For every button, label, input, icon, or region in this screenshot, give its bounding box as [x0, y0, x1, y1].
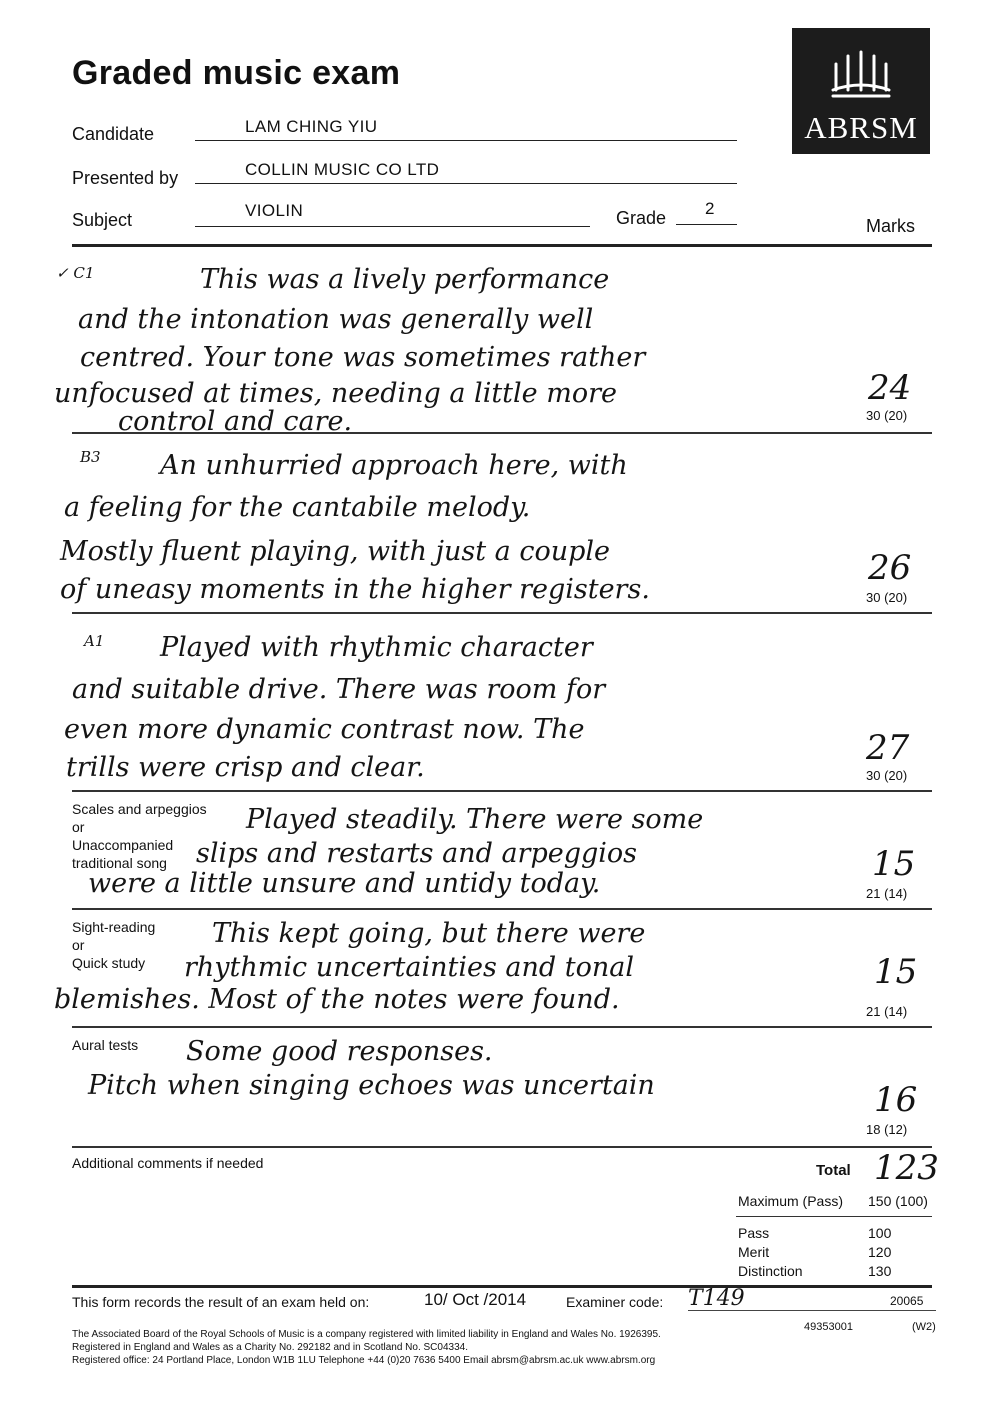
grade-levels-values: [868, 1224, 891, 1281]
footer-divider: [72, 1285, 932, 1288]
comment-line: were a little unsure and untidy today.: [88, 868, 601, 899]
total-label: Total: [816, 1162, 851, 1179]
marks-label: Marks: [866, 216, 915, 236]
section-mark: 15: [874, 952, 918, 992]
legal-text: The Associated Board of the Royal Schools of Music is a company registered with limited liability in England and Wales No. 1926395. Registered in England and Wales as a Charity No. 292182 and in Scotland No. SC04334. Registered office: 24 Portland Place, London W1B 1LU Telephone +44 (0)20 7636 5400 Email abrsm@abrsm.ac.uk www.abrsm.org: [72, 1329, 661, 1366]
additional-comments-label: Additional comments if needed: [72, 1155, 264, 1171]
crown-icon: [830, 50, 892, 100]
exam-date: 10/ Oct /2014: [424, 1290, 527, 1309]
section-ref: B3: [80, 448, 101, 466]
comment-line: control and care.: [118, 406, 353, 437]
section-max: 18 (12): [866, 1122, 908, 1137]
comment-line: This was a lively performance: [200, 264, 610, 295]
comment-line: blemishes. Most of the notes were found.: [54, 984, 620, 1015]
level-label: Pass: [738, 1225, 770, 1241]
comment-line: trills were crisp and clear.: [66, 752, 425, 783]
section-ref: ✓ C1: [56, 264, 95, 282]
section-scales: [0, 792, 1000, 908]
section-aural-tests: [0, 1028, 1000, 1144]
candidate-value: LAM CHING YIU: [245, 117, 378, 136]
max-pass-value: 150 (100): [868, 1193, 928, 1209]
page-title: Graded music exam: [72, 54, 401, 92]
candidate-underline: [195, 140, 737, 141]
section-mark: 26: [868, 548, 912, 588]
examiner-code: T149: [688, 1286, 745, 1311]
section-divider: [72, 1146, 932, 1148]
comment-line: Played steadily. There were some: [246, 804, 704, 835]
level-value: 130: [868, 1263, 892, 1279]
comment-line: centred. Your tone was sometimes rather: [80, 342, 646, 373]
logo-text: ABRSM: [804, 110, 918, 145]
section-a1: [0, 614, 1000, 790]
presented-by-label: Presented by: [72, 168, 179, 188]
section-label: Sight-reading or Quick study: [72, 919, 156, 971]
form-number: 20065: [890, 1294, 924, 1308]
section-mark: 24: [868, 368, 912, 408]
section-max: 30 (20): [866, 768, 908, 783]
max-pass-label: Maximum (Pass): [738, 1193, 844, 1209]
comment-line: even more dynamic contrast now. The: [64, 714, 585, 745]
examiner-label: Examiner code:: [566, 1294, 664, 1310]
presented-by-value: COLLIN MUSIC CO LTD: [245, 160, 440, 179]
comment-line: Played with rhythmic character: [160, 632, 593, 663]
grade-underline: [676, 224, 737, 225]
section-max: 30 (20): [866, 590, 908, 605]
level-label: Merit: [738, 1244, 770, 1260]
comment-line: a feeling for the cantabile melody.: [64, 492, 531, 523]
section-sight-reading: [0, 910, 1000, 1026]
comment-line: rhythmic uncertainties and tonal: [184, 952, 634, 983]
comment-line: slips and restarts and arpeggios: [196, 838, 638, 869]
section-max: 30 (20): [866, 408, 908, 423]
record-label: This form records the result of an exam held on:: [72, 1294, 370, 1310]
comment-line: Pitch when singing echoes was uncertain: [88, 1070, 655, 1101]
candidate-label: Candidate: [72, 124, 155, 144]
serial-number: 49353001: [804, 1321, 853, 1333]
section-mark: 16: [874, 1080, 918, 1120]
section-max: 21 (14): [866, 886, 908, 901]
comment-line: Mostly fluent playing, with just a couple: [60, 536, 610, 567]
level-value: 120: [868, 1244, 892, 1260]
summary-divider: [736, 1216, 932, 1217]
grade-label: Grade: [616, 208, 667, 228]
comment-line: An unhurried approach here, with: [160, 450, 628, 481]
total-value: 123: [874, 1148, 939, 1188]
presented-by-underline: [195, 183, 737, 184]
form-version: (W2): [912, 1321, 936, 1333]
abrsm-logo: [792, 28, 930, 154]
section-b3: [0, 434, 1000, 610]
section-mark: 27: [866, 728, 910, 768]
subject-value: VIOLIN: [245, 201, 304, 220]
comment-line: Some good responses.: [186, 1036, 493, 1067]
section-label: Aural tests: [72, 1037, 139, 1053]
section-mark: 15: [872, 844, 916, 884]
section-max: 21 (14): [866, 1004, 908, 1019]
level-value: 100: [868, 1225, 892, 1241]
section-label: Scales and arpeggios or Unaccompanied traditional song: [72, 801, 207, 871]
section-ref: A1: [84, 632, 105, 650]
grade-levels-labels: [738, 1224, 803, 1281]
comment-line: and the intonation was generally well: [78, 304, 594, 335]
section-c1: [0, 246, 1000, 437]
level-label: Distinction: [738, 1263, 803, 1279]
subject-underline: [195, 226, 590, 227]
subject-label: Subject: [72, 210, 133, 230]
comment-line: This kept going, but there were: [212, 918, 646, 949]
comment-line: and suitable drive. There was room for: [72, 674, 606, 705]
comment-line: unfocused at times, needing a little more: [54, 378, 617, 409]
comment-line: of uneasy moments in the higher registers.: [60, 574, 650, 605]
examiner-underline: [688, 1310, 936, 1311]
grade-value: 2: [705, 199, 715, 218]
